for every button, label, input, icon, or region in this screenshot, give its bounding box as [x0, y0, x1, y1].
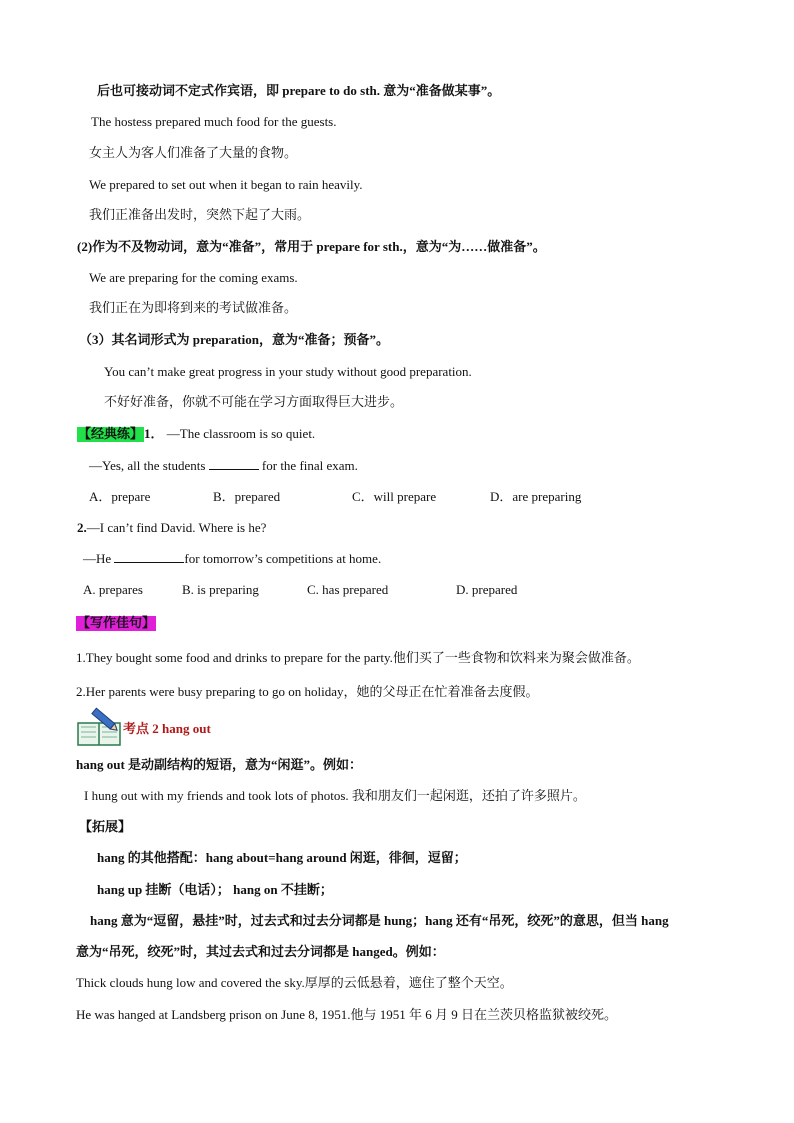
answer-blank[interactable]: [114, 550, 184, 563]
answer-prefix: —He: [83, 551, 112, 566]
option-a[interactable]: A. prepares: [83, 582, 143, 597]
writing-heading: [76, 614, 156, 633]
exercise-tag: 【经典练】: [78, 427, 144, 442]
answer-suffix: for the final exam.: [261, 458, 358, 473]
writing-tag: 【写作佳句】: [77, 616, 156, 631]
writing-sentence-1: 1.They bought some food and drinks to prepare for the party.他们买了一些食物和饮料来为聚会做准备。: [76, 650, 640, 665]
text-line: 女主人为客人们准备了大量的食物。: [89, 146, 298, 161]
answer-suffix: for tomorrow’s competitions at home.: [184, 551, 382, 566]
text-line: The hostess prepared much food for the guests.: [91, 114, 337, 129]
question-number: 2.: [77, 520, 87, 535]
section-label: 【拓展】: [79, 819, 132, 834]
answer-blank[interactable]: [209, 457, 259, 470]
text-line: 后也可接动词不定式作宾语，即 prepare to do sth. 意为“准备做某事”。: [97, 83, 501, 98]
exercise-2-question: [77, 519, 266, 537]
text-line: 我们正准备出发时，突然下起了大雨。: [89, 208, 311, 223]
exercise-1-answer: [89, 457, 358, 475]
question-text: —The classroom is so quiet.: [166, 426, 316, 441]
writing-sentence-2: 2.Her parents were busy preparing to go on holiday，她的父母正在忙着准备去度假。: [76, 684, 539, 699]
option-c[interactable]: C. has prepared: [307, 582, 389, 597]
text-line: 不好好准备，你就不可能在学习方面取得巨大进步。: [104, 395, 404, 410]
answer-prefix: —Yes, all the students: [89, 458, 206, 473]
text-line: I hung out with my friends and took lots of photos. 我和朋友们一起闲逛，还拍了许多照片。: [84, 788, 586, 803]
pencil-book-icon: [77, 707, 121, 747]
text-line: hang 的其他搭配：hang about=hang around 闲逛，徘徊，逗留；: [97, 850, 467, 865]
text-line: hang 意为“逗留，悬挂”时，过去式和过去分词都是 hung；hang 还有“吊死，绞死”的意思，但当 hang: [90, 913, 669, 928]
question-text: —I can’t find David. Where is he?: [86, 520, 267, 535]
text-line: We prepared to set out when it began to rain heavily.: [89, 177, 363, 192]
text-line: （3）其名词形式为 preparation，意为“准备；预备”。: [79, 332, 389, 347]
text-line: You can’t make great progress in your study without good preparation.: [104, 364, 472, 379]
option-d[interactable]: D. prepared: [456, 582, 518, 597]
option-b[interactable]: B．prepared: [213, 489, 281, 504]
option-d[interactable]: D．are preparing: [490, 489, 582, 504]
text-line: hang up 挂断（电话）； hang on 不挂断；: [97, 882, 333, 897]
text-line: (2)作为不及物动词，意为“准备”，常用于 prepare for sth.，意为“为……做准备”。: [77, 239, 546, 254]
exercise-2-answer: [83, 550, 381, 568]
text-line: 意为“吊死，绞死”时，其过去式和过去分词都是 hanged。例如：: [76, 944, 445, 959]
option-a[interactable]: A．prepare: [89, 489, 151, 504]
option-b[interactable]: B. is preparing: [182, 582, 259, 597]
text-line: hang out 是动副结构的短语，意为“闲逛”。例如：: [76, 757, 363, 772]
exercise-1-question: [77, 425, 315, 444]
question-number: 1．: [144, 426, 164, 441]
text-line: 我们正在为即将到来的考试做准备。: [89, 301, 298, 316]
text-line: We are preparing for the coming exams.: [89, 270, 298, 285]
option-c[interactable]: C．will prepare: [352, 489, 437, 504]
text-line: He was hanged at Landsberg prison on June 8, 1951.他与 1951 年 6 月 9 日在兰茨贝格监狱被绞死。: [76, 1007, 618, 1022]
text-line: Thick clouds hung low and covered the sky.厚厚的云低悬着，遮住了整个天空。: [76, 975, 513, 990]
kaodian-title: 考点 2 hang out: [123, 721, 211, 736]
